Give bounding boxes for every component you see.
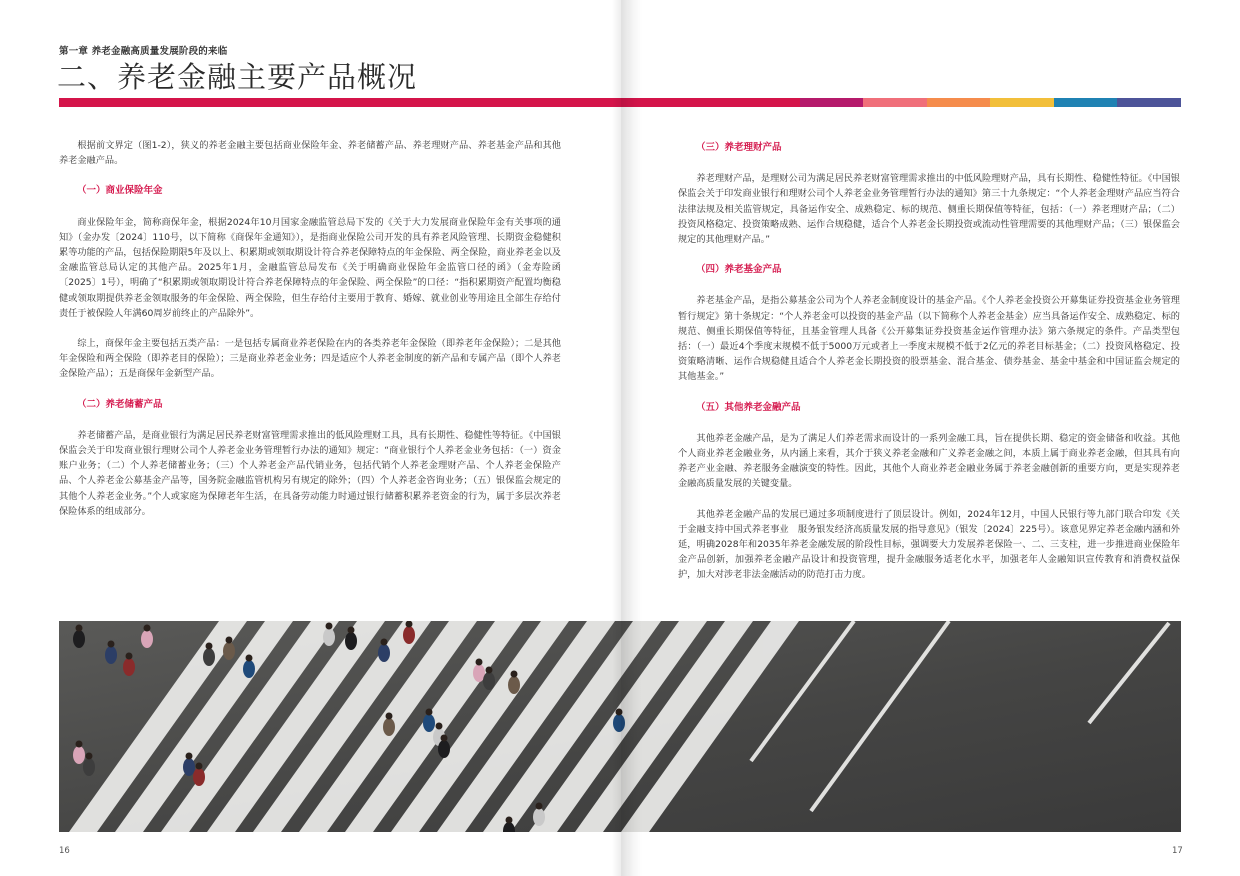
pension-funds-paragraph: 养老基金产品，是指公募基金公司为个人养老金制度设计的基金产品。《个人养老金投资公开募集证券投资基金业务管理暂行规定》第十条规定：“个人养老金可以投资的基金产品（以下简称个人养老金基金）应当具备运作安全、成熟稳定、标的规范、侧重长期保值等特征，且基金管理人具备《公开募集证券投资基金运作管理办法》第六条规定的条件。产品类型包括：（一）最近4个季度末规模不低于5000万元或者上一季度末规模不低于2亿元的养老目标基金；（二）投资风格稳定、投资策略清晰、运作合规稳健且适合个人养老金长期投资的股票基金、混合基金、债券基金、基金中基金和中国证监会规定的其他基金。” [678,295,1180,383]
chapter-label: 第一章 养老金融高质量发展阶段的来临 [59,46,228,57]
page-number-left: 16 [59,846,70,856]
color-bar-segment [800,98,863,107]
crosswalk-photo [59,621,1181,832]
page-number-right: 17 [1172,846,1183,856]
section-heading-other-products: （五）其他养老金融产品 [696,401,801,413]
wealth-management-paragraph: 养老理财产品，是理财公司为满足居民养老财富管理需求推出的中低风险理财产品，具有长期性、稳健性特征。《中国银保监会关于印发商业银行和理财公司个人养老金业务管理暂行办法的通知》第三十九条规定：“个人养老金理财产品应当符合法律法规及相关监管规定，具备运作安全、成熟稳定、标的规范、侧重长期保值等特征，包括：（一）养老理财产品；（二）投资风格稳定、投资策略成熟、运作合规稳健，适合个人养老金长期投资或流动性管理需要的其他理财产品；（三）银保监会规定的其他理财产品。” [678,173,1180,246]
intro-paragraph: 根据前文界定（图1-2），狭义的养老金融主要包括商业保险年金、养老储蓄产品、养老理财产品、养老基金产品和其他养老金融产品。 [59,140,561,167]
other-products-paragraph-1: 其他养老金融产品，是为了满足人们养老需求而设计的一系列金融工具，旨在提供长期、稳定的资金储备和收益。其他个人商业养老金融业务，从内涵上来看，其介于狭义养老金融和广义养老金融之间，本质上属于商业养老金融，但其具有向养老产业金融、养老服务金融演变的特性。因此，其他个人商业养老金融业务属于养老金融创新的重要方向，更是实现养老金融高质量发展的关键变量。 [678,432,1180,490]
section-heading-pension-savings: （二）养老储蓄产品 [77,398,163,410]
section-heading-pension-funds: （四）养老基金产品 [696,264,782,276]
title-color-bar [59,98,800,107]
color-bar-segment [1117,98,1181,107]
color-bar-segment [1054,98,1117,107]
other-products-paragraph-2: 其他养老金融产品的发展已通过多项制度进行了顶层设计。例如，2024年12月，中国人民银行等九部门联合印发《关于金融支持中国式养老事业 服务银发经济高质量发展的指导意见》（银发〔2024〕225号）。该意见界定养老金融内涵和外延，明确2028年和2035年养老金融发展的阶段性目标，强调要大力发展养老保险一、二、三支柱，进一步推进商业保险年金产品创新，加强养老金融产品设计和投资管理，提升金融服务适老化水平，加强老年人金融知识宣传教育和消费权益保护，加大对涉老非法金融活动的防范打击力度。 [678,508,1180,581]
left-column [59,138,561,534]
insurance-annuity-paragraph-2: 综上，商保年金主要包括五类产品：一是包括专属商业养老保险在内的各类养老年金保险（即养老年金保险）；二是其他年金保险和两全保险（即养老目的保险）；三是商业养老金业务；四是适应个人养老金制度的新产品和专属产品（即个人养老金保险产品）；五是商保年金新型产品。 [59,338,561,380]
page-title: 二、养老金融主要产品概况 [57,60,418,94]
color-bar-segment [927,98,990,107]
color-bar-segment [990,98,1054,107]
section-heading-insurance-annuity: （一）商业保险年金 [77,185,163,197]
insurance-annuity-paragraph-1: 商业保险年金，简称商保年金，根据2024年10月国家金融监管总局下发的《关于大力发展商业保险年金有关事项的通知》（金办发〔2024〕110号，以下简称《商保年金通知》），是指商业保险公司开发的具有养老风险管理、长期资金稳健积累等功能的产品，包括保险期限5年及以上、积累期或领取期设计符合养老保障特点的年金保险、两全保险，商业养老金以及金融监管总局认定的其他产品。2025年1月，金融监管总局发布《关于明确商业保险年金监管口径的函》（金寿险函〔2025〕1号），明确了“积累期或领取期设计符合养老保障特点的年金保险、两全保险”的口径：“指积累期资产配置均衡稳健或领取期提供养老金领取服务的年金保险、两全保险，但生存给付主要用于教育、婚嫁、就业创业等用途且全部生存给付责任于被保险人年满60周岁前终止的产品除外”。 [59,216,561,319]
section-heading-wealth-management: （三）养老理财产品 [696,142,782,153]
right-column [678,140,1180,598]
color-bar-segment [863,98,927,107]
pension-savings-paragraph: 养老储蓄产品，是商业银行为满足居民养老财富管理需求推出的低风险理财工具，具有长期性、稳健性等特征。《中国银保监会关于印发商业银行理财公司个人养老金业务管理暂行办法的通知》规定：“商业银行个人养老金业务包括：（一）资金账户业务；（二）个人养老储蓄业务；（三）个人养老金产品代销业务，包括代销个人养老金理财产品、个人养老金保险产品、个人养老金公募基金产品等，国务院金融监管机构另有规定的除外；（四）个人养老金咨询业务；（五）银保监会规定的其他个人养老金业务。”个人或家庭为保障老年生活，在具备劳动能力时通过银行储蓄积累养老资金的行为，属于多层次养老保险体系的组成部分。 [59,429,561,517]
